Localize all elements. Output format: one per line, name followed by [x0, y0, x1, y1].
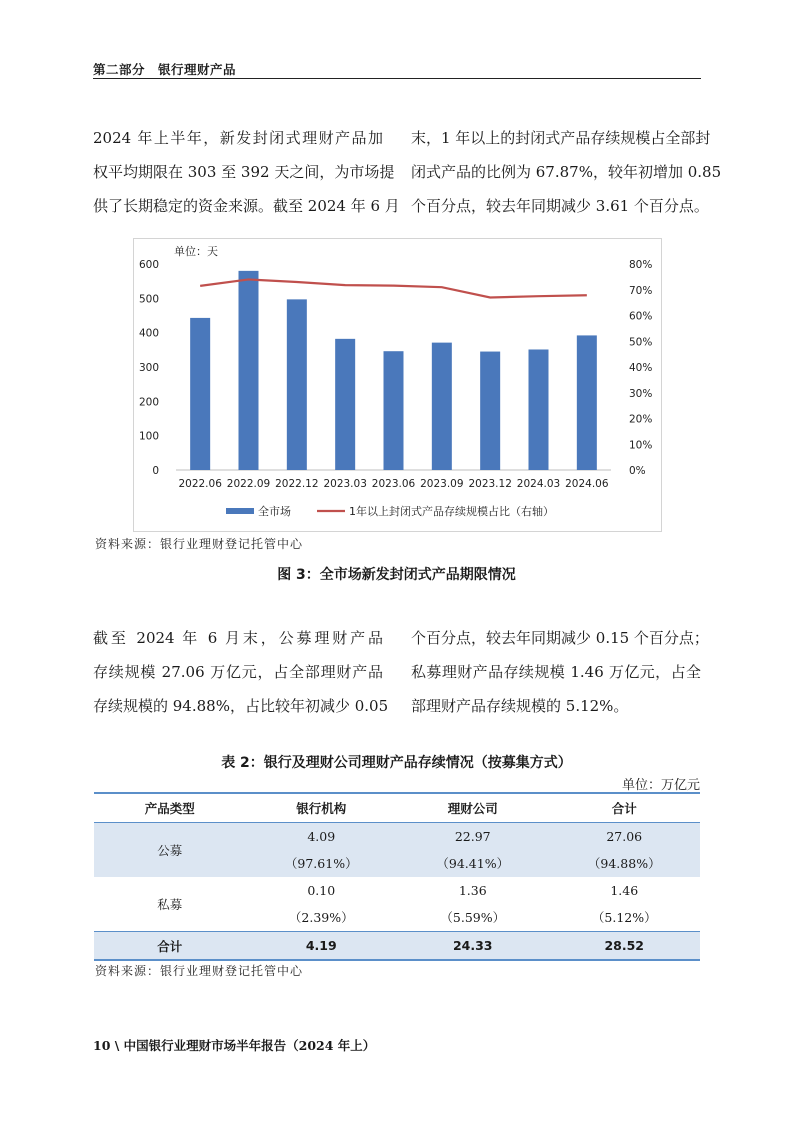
bar: [287, 299, 307, 470]
y-right-tick-label: 60%: [629, 310, 653, 323]
section-header: 第二部分 银行理财产品: [93, 62, 237, 77]
bar: [335, 339, 355, 470]
table-total-row: [94, 932, 700, 961]
text-line: 闭式产品的比例为 67.87%，较年初增加 0.85: [411, 163, 722, 181]
x-tick-label: 2023.12: [468, 478, 512, 490]
table-cell: [246, 823, 398, 878]
bar: [384, 351, 404, 470]
x-tick-label: 2022.12: [275, 478, 319, 490]
table-cell: [549, 823, 701, 878]
y-left-tick-label: 100: [138, 430, 159, 443]
deposit-table: [94, 792, 700, 961]
cell-pct: （2.39%）: [288, 910, 354, 925]
bar: [432, 343, 452, 470]
table-cell: [549, 877, 701, 932]
x-tick-label: 2022.06: [178, 478, 222, 490]
y-left-tick-label: 600: [138, 259, 159, 271]
table-title: 表 2：银行及理财公司理财产品存续情况（按募集方式）: [221, 755, 572, 771]
x-tick-label: 2022.09: [226, 478, 271, 490]
cell-pct: （97.61%）: [284, 856, 358, 871]
table-header-row: [94, 793, 700, 823]
row-label: 私募: [157, 897, 183, 912]
table-source: 资料来源：银行业理财登记托管中心: [95, 964, 304, 978]
cell-pct: （94.41%）: [436, 856, 510, 871]
header-rule: [93, 78, 701, 79]
text-line: 个百分点，较去年同期减少 0.15 个百分点；: [411, 629, 709, 647]
legend-label: 1年以上封闭式产品存续规模占比（右轴）: [349, 505, 554, 518]
table-cell: 4.19: [246, 932, 398, 961]
cell-value: 1.36: [458, 883, 487, 898]
chart-frame: [133, 238, 662, 532]
text-line: 2024 年上半年，新发封闭式理财产品加: [93, 129, 383, 147]
text-line: 存续规模 27.06 万亿元，占全部理财产品: [93, 663, 383, 681]
y-right-tick-label: 30%: [629, 387, 653, 400]
page-footer: 10 \ 中国银行业理财市场半年报告（2024 年上）: [93, 1038, 376, 1053]
y-left-tick-label: 300: [138, 362, 159, 374]
col-header: 银行机构: [246, 793, 398, 823]
y-right-tick-label: 70%: [629, 284, 653, 297]
y-right-tick-label: 50%: [629, 336, 653, 349]
x-tick-label: 2024.03: [516, 478, 561, 490]
cell-pct: （5.12%）: [591, 910, 657, 925]
bar-line-chart: [134, 239, 661, 531]
para1-left: [93, 121, 400, 223]
bar: [190, 318, 210, 470]
bar: [239, 271, 259, 470]
para1-right: [411, 121, 722, 223]
cell-value: 27.06: [606, 829, 643, 844]
col-header: 合计: [549, 793, 701, 823]
cell-value: 0.10: [307, 883, 336, 898]
x-tick-label: 2023.03: [323, 478, 367, 490]
y-right-tick-label: 10%: [629, 439, 653, 452]
text-line: 存续规模的 94.88%，占比较年初减少 0.05: [93, 697, 389, 715]
y-left-tick-label: 200: [138, 396, 159, 409]
y-right-tick-label: 80%: [629, 259, 653, 271]
chart-unit-label: 单位：天: [174, 245, 218, 258]
table-cell: 28.52: [549, 932, 701, 961]
table-unit: 单位：万亿元: [621, 778, 700, 793]
bar: [529, 349, 549, 470]
text-line: 部理财产品存续规模的 5.12%。: [411, 697, 629, 715]
text-line: 权平均期限在 303 至 392 天之间，为市场提: [93, 163, 395, 181]
y-left-tick-label: 400: [138, 327, 159, 340]
table-cell: 24.33: [397, 932, 549, 961]
table-row: [94, 877, 700, 932]
col-header: 理财公司: [397, 793, 549, 823]
text-line: 私募理财产品存续规模 1.46 万亿元，占全: [411, 663, 701, 681]
cell-value: 4.09: [307, 829, 336, 844]
table-cell: [397, 823, 549, 878]
x-tick-label: 2024.06: [565, 478, 609, 490]
text-line: 供了长期稳定的资金来源。截至 2024 年 6 月: [93, 197, 400, 215]
table-cell: [397, 877, 549, 932]
text-line: 个百分点，较去年同期减少 3.61 个百分点。: [411, 197, 709, 215]
text-line: 截至 2024 年 6 月末，公募理财产品: [93, 629, 383, 647]
bar: [577, 335, 597, 470]
y-right-tick-label: 20%: [629, 413, 653, 426]
x-tick-label: 2023.06: [371, 478, 416, 490]
cell-value: 22.97: [454, 829, 491, 844]
text-line: 末，1 年以上的封闭式产品存续规模占全部封: [411, 129, 711, 147]
table-row: [94, 823, 700, 878]
legend-label: 全市场: [258, 505, 291, 518]
para2-left: [93, 621, 389, 723]
legend-swatch-bar: [226, 508, 254, 514]
para2-right: [411, 621, 709, 723]
table-cell: [246, 877, 398, 932]
col-header: 产品类型: [94, 793, 246, 823]
cell-value: 1.46: [610, 883, 639, 898]
y-right-tick-label: 40%: [629, 362, 653, 374]
y-right-tick-label: 0%: [629, 465, 646, 477]
bar: [480, 352, 500, 470]
y-left-tick-label: 0: [152, 465, 159, 477]
cell-pct: （94.88%）: [587, 856, 661, 871]
chart-source: 资料来源：银行业理财登记托管中心: [95, 537, 304, 551]
x-tick-label: 2023.09: [420, 478, 464, 490]
figure-title: 图 3：全市场新发封闭式产品期限情况: [277, 567, 516, 583]
cell-pct: （5.59%）: [440, 910, 506, 925]
table-cell: 合计: [94, 932, 246, 961]
y-left-tick-label: 500: [138, 293, 159, 306]
row-label: 公募: [157, 843, 183, 858]
